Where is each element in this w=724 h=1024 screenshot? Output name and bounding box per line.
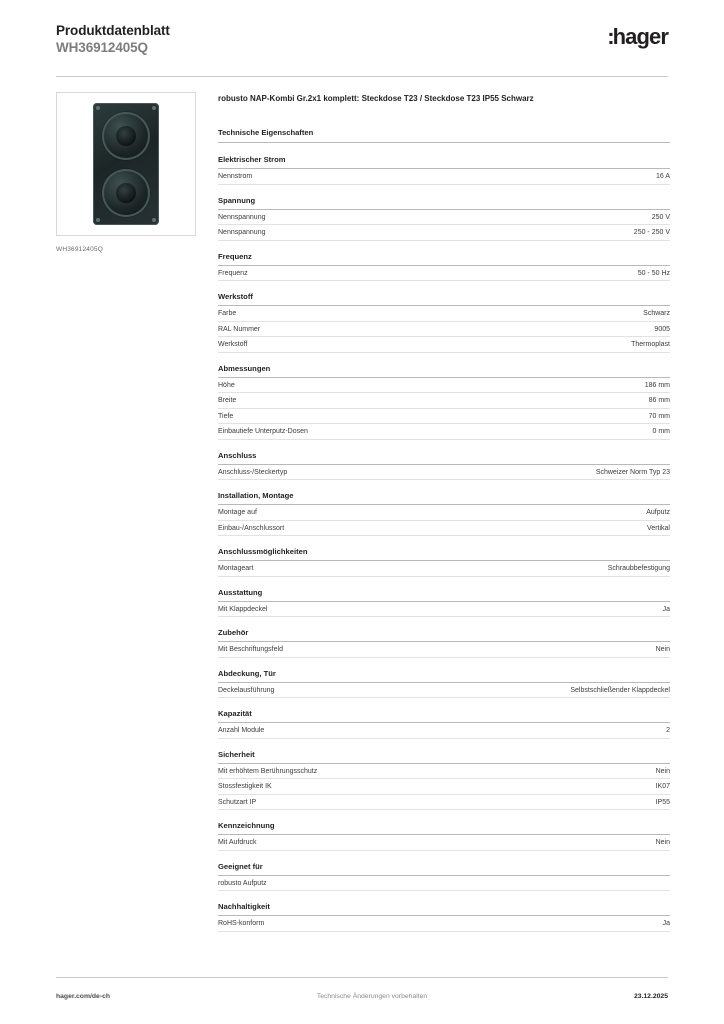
spec-group [218, 862, 670, 892]
spec-value: 250 - 250 V [633, 229, 670, 237]
spec-group-title: Anschluss [218, 451, 670, 465]
spec-label: Montage auf [218, 509, 257, 517]
title-block [56, 22, 170, 57]
spec-value: Aufputz [646, 509, 670, 517]
spec-value: Selbstschließender Klappdeckel [570, 686, 670, 694]
spec-row [218, 306, 670, 322]
spec-value: Nein [655, 767, 670, 775]
spec-row [218, 795, 670, 811]
spec-label: Anschluss-/Steckertyp [218, 468, 288, 476]
spec-row [218, 683, 670, 699]
spec-group [218, 669, 670, 699]
screw-icon [152, 106, 156, 110]
socket-bottom-icon [102, 169, 150, 217]
spec-row [218, 169, 670, 185]
page-title: Produktdatenblatt [56, 23, 170, 38]
spec-group [218, 155, 670, 185]
spec-row [218, 266, 670, 282]
spec-group [218, 588, 670, 618]
spec-group [218, 821, 670, 851]
spec-row [218, 424, 670, 440]
spec-group-title: Zubehör [218, 628, 670, 642]
spec-label: Stossfestigkeit IK [218, 783, 272, 791]
spec-value: Nein [655, 839, 670, 847]
spec-group-title: Abmessungen [218, 364, 670, 378]
spec-group [218, 709, 670, 739]
spec-value: Schwarz [643, 310, 670, 318]
spec-group-title: Ausstattung [218, 588, 670, 602]
technical-properties-title: Technische Eigenschaften [218, 128, 670, 143]
spec-row [218, 409, 670, 425]
spec-label: Schutzart IP [218, 798, 257, 806]
specifications [218, 94, 670, 943]
spec-value: Ja [662, 920, 670, 928]
spec-label: robusto Aufputz [218, 879, 267, 887]
spec-value: IK07 [655, 783, 670, 791]
footer-disclaimer: Technische Änderungen vorbehalten [316, 993, 428, 1000]
footer-divider [56, 977, 668, 978]
spec-row [218, 835, 670, 851]
spec-value: 0 mm [652, 428, 670, 436]
spec-label: Einbautiefe Unterputz-Dosen [218, 428, 308, 436]
spec-label: Tiefe [218, 412, 234, 420]
footer-date: 23.12.2025 [633, 993, 668, 1000]
spec-group [218, 364, 670, 440]
spec-label: Mit Beschriftungsfeld [218, 646, 283, 654]
product-image-panel [56, 92, 196, 253]
spec-row [218, 642, 670, 658]
spec-value: 86 mm [648, 397, 670, 405]
spec-label: Frequenz [218, 269, 248, 277]
spec-row [218, 393, 670, 409]
header-divider [56, 76, 668, 77]
footer-website[interactable]: hager.com/de-ch [56, 993, 111, 1000]
product-reference: WH36912405Q [56, 40, 148, 56]
socket-top-icon [102, 112, 150, 160]
screw-icon [96, 106, 100, 110]
spec-group [218, 491, 670, 536]
spec-value: IP55 [655, 798, 670, 806]
spec-row [218, 916, 670, 932]
spec-group [218, 750, 670, 811]
spec-label: Einbau-/Anschlussort [218, 524, 285, 532]
page-header [56, 22, 668, 74]
spec-row [218, 561, 670, 577]
spec-group [218, 547, 670, 577]
spec-value: 2 [666, 727, 670, 735]
spec-value: Nein [655, 646, 670, 654]
spec-group [218, 451, 670, 481]
spec-row [218, 378, 670, 394]
spec-group-title: Abdeckung, Tür [218, 669, 670, 683]
spec-group [218, 196, 670, 241]
hager-logo [607, 24, 668, 50]
spec-group-title: Sicherheit [218, 750, 670, 764]
spec-value: Schweizer Norm Typ 23 [595, 468, 670, 476]
spec-group-title: Anschlussmöglichkeiten [218, 547, 670, 561]
spec-group-title: Spannung [218, 196, 670, 210]
spec-value: 16 A [655, 173, 670, 181]
spec-value: 50 - 50 Hz [637, 269, 670, 277]
page-footer [56, 993, 668, 1000]
spec-value: Thermoplast [631, 341, 670, 349]
spec-group-title: Kennzeichnung [218, 821, 670, 835]
spec-label: Nennspannung [218, 213, 266, 221]
spec-group-title: Elektrischer Strom [218, 155, 670, 169]
spec-group [218, 252, 670, 282]
spec-row [218, 465, 670, 481]
spec-label: RoHS-konform [218, 920, 265, 928]
logo-dots: : [607, 24, 613, 49]
spec-value: 186 mm [644, 381, 670, 389]
spec-group-title: Geeignet für [218, 862, 670, 876]
spec-value: Schraubbefestigung [607, 565, 670, 573]
spec-group-title: Frequenz [218, 252, 670, 266]
spec-label: Mit erhöhtem Berührungsschutz [218, 767, 318, 775]
spec-value: Vertikal [647, 524, 670, 532]
screw-icon [152, 218, 156, 222]
spec-label: Montageart [218, 565, 254, 573]
spec-group-title: Kapazität [218, 709, 670, 723]
product-image-caption: WH36912405Q [56, 246, 104, 253]
spec-row [218, 337, 670, 353]
spec-row [218, 322, 670, 338]
product-photo [93, 103, 159, 225]
spec-label: Mit Klappdeckel [218, 605, 268, 613]
spec-row [218, 779, 670, 795]
spec-label: Farbe [218, 310, 237, 318]
spec-group [218, 628, 670, 658]
spec-value: Ja [662, 605, 670, 613]
spec-row [218, 876, 670, 892]
spec-row [218, 505, 670, 521]
spec-row [218, 723, 670, 739]
screw-icon [96, 218, 100, 222]
spec-row [218, 602, 670, 618]
spec-group-title: Nachhaltigkeit [218, 902, 670, 916]
spec-label: Mit Aufdruck [218, 839, 257, 847]
logo-text: hager [612, 24, 668, 49]
spec-row [218, 225, 670, 241]
spec-row [218, 764, 670, 780]
spec-label: RAL Nummer [218, 325, 261, 333]
spec-value: 70 mm [648, 412, 670, 420]
spec-label: Höhe [218, 381, 235, 389]
spec-value: 250 V [651, 213, 670, 221]
spec-label: Anzahl Module [218, 727, 265, 735]
product-image-frame [56, 92, 196, 236]
spec-group-title: Werkstoff [218, 292, 670, 306]
spec-group [218, 902, 670, 932]
spec-group [218, 292, 670, 353]
spec-row [218, 210, 670, 226]
spec-label: Werkstoff [218, 341, 248, 349]
product-name: robusto NAP-Kombi Gr.2x1 komplett: Steckdose T23 / Steckdose T23 IP55 Schwarz [218, 94, 534, 103]
spec-label: Deckelausführung [218, 686, 275, 694]
spec-value: 9005 [654, 325, 670, 333]
spec-row [218, 521, 670, 537]
spec-group-title: Installation, Montage [218, 491, 670, 505]
spec-label: Breite [218, 397, 237, 405]
spec-groups [218, 155, 670, 932]
spec-label: Nennstrom [218, 173, 253, 181]
spec-label: Nennspannung [218, 229, 266, 237]
